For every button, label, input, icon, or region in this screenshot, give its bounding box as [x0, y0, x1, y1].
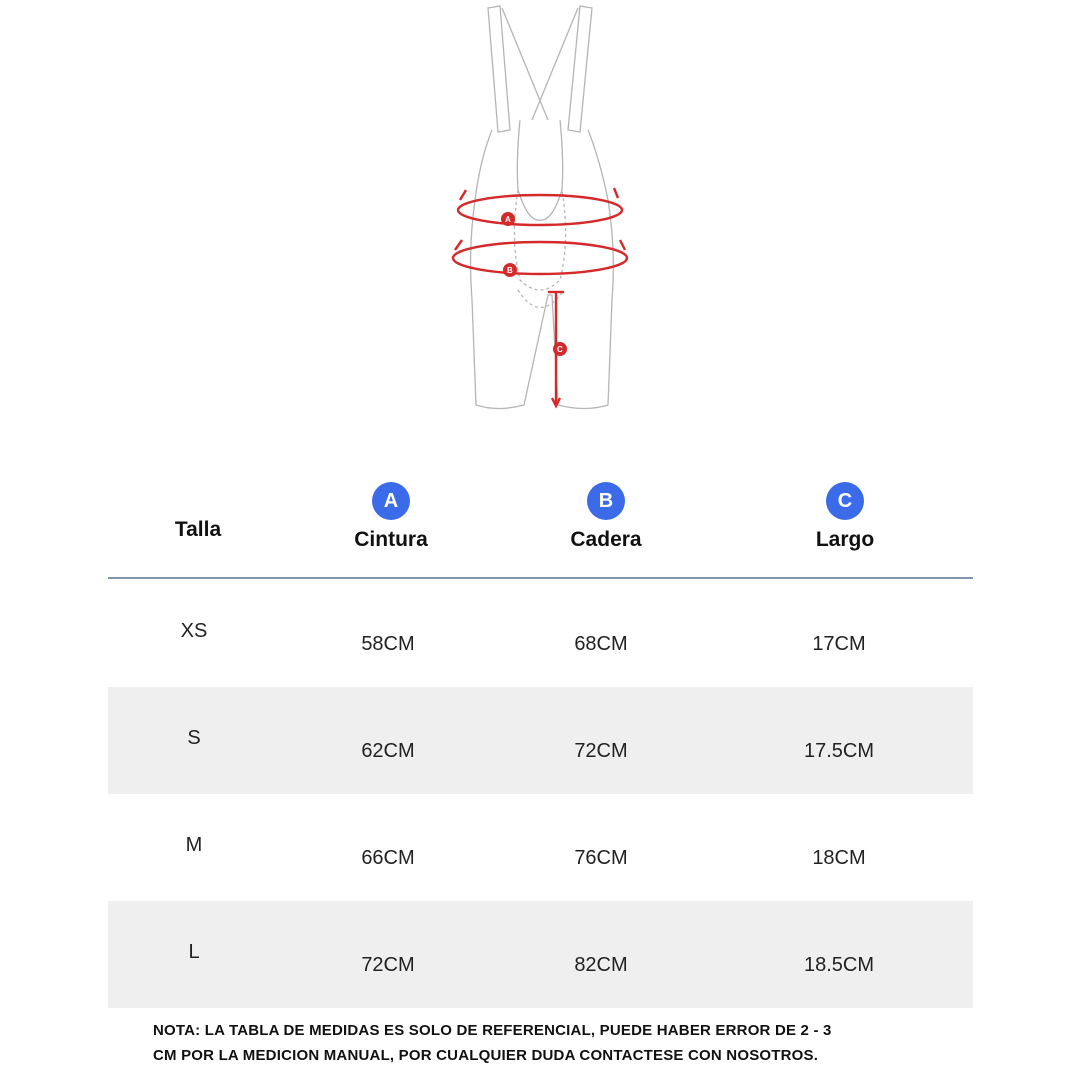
length-cell: 18CM [812, 847, 866, 869]
badge-b: B [587, 482, 625, 520]
length-label: Largo [815, 528, 875, 551]
table-row [108, 901, 973, 1008]
svg-text:A: A [505, 215, 511, 224]
marker-c [553, 342, 567, 356]
badge-c: C [826, 482, 864, 520]
size-cell: S [187, 727, 201, 749]
table-header [108, 470, 973, 578]
hip-cell: 82CM [574, 954, 628, 976]
measurement-note [153, 1018, 953, 1068]
table-row [108, 794, 973, 901]
waist-cell: 72CM [361, 954, 415, 976]
bib-shorts-illustration [440, 0, 640, 420]
size-cell: L [188, 941, 200, 963]
size-cell: M [185, 834, 203, 856]
svg-text:B: B [507, 266, 513, 275]
hip-cell: 72CM [574, 740, 628, 762]
marker-b [503, 263, 517, 277]
waist-cell: 62CM [361, 740, 415, 762]
table-row [108, 687, 973, 794]
size-table [108, 580, 973, 1008]
size-column-header: Talla [174, 518, 222, 541]
hip-cell: 68CM [574, 633, 628, 655]
length-cell: 18.5CM [803, 954, 875, 976]
waist-column-header [321, 482, 461, 552]
bib-shorts-diagram [440, 0, 640, 420]
length-column-header [775, 482, 915, 552]
waist-cell: 58CM [361, 633, 415, 655]
length-cell: 17.5CM [803, 740, 875, 762]
waist-label: Cintura [354, 528, 428, 551]
note-line-1: NOTA: LA TABLA DE MEDIDAS ES SOLO DE REFERENCIAL, PUEDE HABER ERROR DE 2 - 3 [153, 1022, 832, 1039]
marker-a [501, 212, 515, 226]
hip-label: Cadera [570, 528, 642, 551]
waist-cell: 66CM [361, 847, 415, 869]
table-row [108, 580, 973, 687]
note-line-2: CM POR LA MEDICION MANUAL, POR CUALQUIER DUDA CONTACTESE CON NOSOTROS. [153, 1047, 819, 1064]
svg-text:C: C [557, 345, 563, 354]
header-divider [108, 577, 973, 579]
size-cell: XS [180, 620, 208, 642]
badge-a: A [372, 482, 410, 520]
length-cell: 17CM [812, 633, 866, 655]
hip-cell: 76CM [574, 847, 628, 869]
hip-column-header [536, 482, 676, 552]
